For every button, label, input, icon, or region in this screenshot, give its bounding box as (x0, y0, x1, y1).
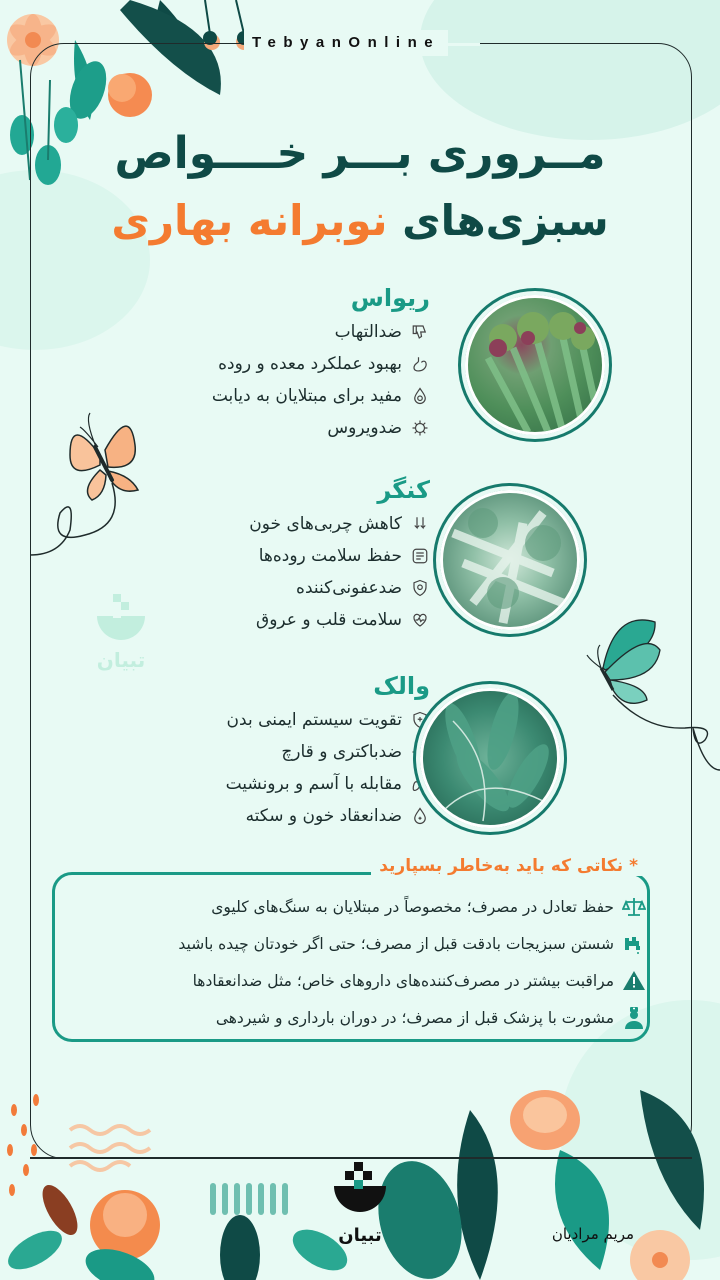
section-title: ریواس (350, 284, 430, 312)
tebyan-logo-icon (330, 1160, 390, 1216)
tip-item (66, 925, 646, 962)
benefit-label: ضدانعقاد خون و سکته (245, 806, 402, 826)
tips-list (66, 888, 646, 1036)
virus-icon (410, 418, 430, 438)
blood-drop-icon (410, 806, 430, 826)
bg-blob (420, 0, 720, 140)
tebyan-logo (330, 1160, 390, 1246)
butterfly-orange-decoration (30, 395, 160, 565)
benefit-item (226, 768, 430, 800)
benefit-label: تقویت سیستم ایمنی بدن (226, 710, 402, 730)
glucose-drop-icon (410, 386, 430, 406)
benefit-item (226, 704, 430, 736)
benefit-item (212, 316, 430, 348)
stomach-icon (410, 354, 430, 374)
benefit-item (249, 604, 430, 636)
benefit-label: حفظ سلامت روده‌ها (258, 546, 402, 566)
tip-label: شستن سبزیجات بادقت قبل از مصرف؛ حتی اگر خودتان چیده باشید (178, 934, 614, 953)
benefit-label: ضدباکتری و قارچ (281, 742, 402, 762)
benefit-item (212, 412, 430, 444)
benefit-label: ضدالتهاب (334, 322, 402, 342)
tip-label: مشورت با پزشک قبل از مصرف؛ در دوران بارداری و شیردهی (215, 1008, 614, 1027)
section-title: کنگر (377, 476, 430, 504)
section-title: والک (373, 672, 430, 700)
tip-label: حفظ تعادل در مصرف؛ مخصوصاً در مبتلایان به سنگ‌های کلیوی (211, 897, 614, 916)
section-cardoon (249, 476, 430, 636)
tip-label: مراقبت بیشتر در مصرف‌کننده‌های داروهای خاص؛ مثل ضدانعقادها (192, 971, 614, 990)
benefit-label: کاهش چربی‌های خون (249, 514, 402, 534)
tip-item (66, 888, 646, 925)
butterfly-teal-decoration (585, 610, 720, 780)
benefit-item (249, 508, 430, 540)
benefit-label: مفید برای مبتلایان به دیابت (211, 386, 402, 406)
benefit-item (249, 540, 430, 572)
vegetable-illustration (443, 493, 577, 627)
down-arrows-icon (410, 514, 430, 534)
tebyan-logo-icon (91, 592, 151, 644)
benefit-label: سلامت قلب و عروق (256, 610, 402, 630)
title-part: سبزی‌های (387, 196, 609, 245)
page-title-line2 (100, 196, 620, 245)
benefit-item (226, 736, 430, 768)
section-wild-garlic (226, 672, 430, 832)
benefit-label: ضدویروس (327, 418, 402, 438)
cardoon-photo (440, 490, 580, 630)
watermark-logo (86, 592, 156, 672)
rhubarb-photo (465, 295, 605, 435)
wild-garlic-photo (420, 688, 560, 828)
intestine-icon (410, 546, 430, 566)
vegetable-illustration (468, 298, 602, 432)
page-title-line1: مــروری بـــر خــــواص (114, 128, 606, 179)
benefit-label: ضدعفونی‌کننده (296, 578, 402, 598)
benefit-label: مقابله با آسم و برونشیت (225, 774, 402, 794)
benefit-item (212, 380, 430, 412)
thumbs-down-icon (410, 322, 430, 342)
tip-item (66, 999, 646, 1036)
logo-text: تبیان (338, 1225, 382, 1246)
section-rhubarb (212, 284, 430, 444)
warning-icon (622, 969, 646, 993)
doctor-icon (622, 1006, 646, 1030)
tips-title: * نکاتی که باید به‌خاطر بسپارید (371, 856, 646, 876)
heart-pulse-icon (410, 610, 430, 630)
brand-name: TebyanOnline (244, 30, 448, 56)
shield-virus-icon (410, 578, 430, 598)
title-accent: نوبرانه بهاری (111, 196, 388, 245)
benefit-item (249, 572, 430, 604)
benefit-item (212, 348, 430, 380)
benefit-item (226, 800, 430, 832)
author-name: مریم مرادیان (551, 1225, 634, 1243)
benefit-label: بهبود عملکرد معده و روده (218, 354, 402, 374)
faucet-icon (622, 932, 646, 956)
scale-icon (622, 895, 646, 919)
vegetable-illustration (423, 691, 557, 825)
watermark-text: تبیان (96, 648, 146, 672)
frame-bottom-line (30, 1157, 692, 1159)
tip-item (66, 962, 646, 999)
